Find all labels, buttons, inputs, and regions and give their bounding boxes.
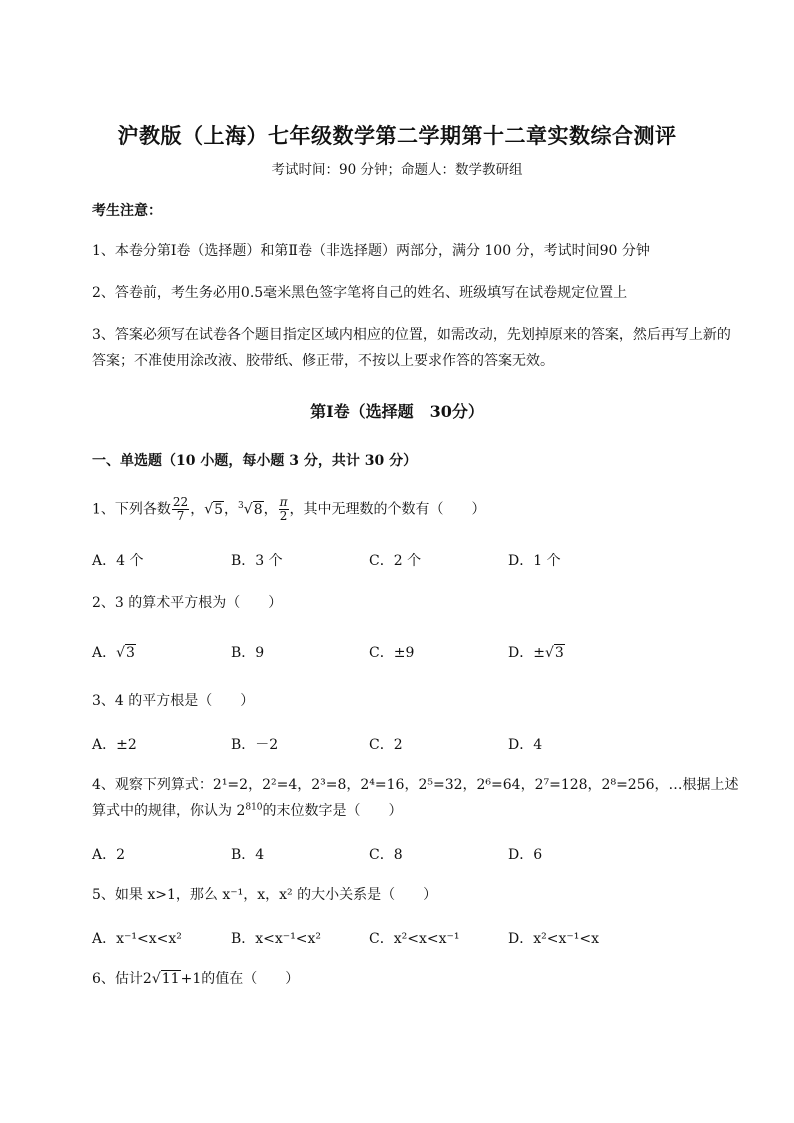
question-2-stem: 2、3 的算术平方根为（ ） <box>92 595 283 611</box>
option-b: B．x<x⁻¹<x² <box>231 931 322 947</box>
question-4-options <box>92 844 692 866</box>
exponent-810: 810 <box>245 802 263 813</box>
option-d: D．±√3 <box>508 645 564 661</box>
option-a: A．x⁻¹<x<x² <box>92 931 182 947</box>
option-d: D．4 <box>508 737 543 753</box>
option-d: D．1 个 <box>508 553 561 569</box>
option-c: C．8 <box>369 847 403 863</box>
option-c: C．2 <box>369 737 403 753</box>
question-2-options <box>92 642 692 664</box>
option-c: C．±9 <box>369 645 415 661</box>
exam-subtitle: 考试时间：90 分钟；命题人：数学教研组 <box>271 162 523 178</box>
q1-suffix: ，其中无理数的个数有（ ） <box>289 501 486 518</box>
option-a: A．4 个 <box>92 553 144 569</box>
notice-heading: 考生注意： <box>92 203 162 219</box>
notice-item-2: 2、答卷前，考生务必用0.5毫米黑色签字笔将自己的姓名、班级填写在试卷规定位置上 <box>92 285 628 301</box>
root-index-3: 3 <box>238 500 244 511</box>
radicand-11: 11 <box>161 971 180 987</box>
part-heading: 一、单选题（10 小题，每小题 3 分，共计 30 分） <box>92 453 418 469</box>
question-4-stem-line2: 算式中的规律，你认为 $2^{810}$的末位数字是（ ） <box>92 802 403 819</box>
option-b: B．3 个 <box>231 553 283 569</box>
option-b: B．4 <box>231 847 265 863</box>
q1-prefix: 1、下列各数 <box>92 501 171 518</box>
question-5-stem: 5、如果 x>1，那么 x⁻¹，x，x² 的大小关系是（ ） <box>92 887 438 903</box>
fraction-22-7: $\frac{22}{7}$ <box>172 495 189 523</box>
fraction-pi-2: $\frac{\pi}{2}$ <box>279 495 288 523</box>
option-d: D．6 <box>508 847 543 863</box>
notice-item-3: 3、答案必须写在试卷各个题目指定区域内相应的位置，如需改动，先划掉原来的答案，然后再写上新的答案；不准使用涂改液、胶带纸、修正带，不按以上要求作答的答案无效。 <box>92 327 731 369</box>
option-b: B．－2 <box>231 737 279 753</box>
question-6-stem: 6、估计2√11+1的值在（ ） <box>92 971 300 987</box>
question-5-options <box>92 928 692 950</box>
question-4-stem-line1: 4、观察下列算式：2¹=2，2²=4，2³=8，2⁴=16，2⁵=32，2⁶=64，2⁷=128，2⁸=256，…根据上述 <box>92 777 739 793</box>
exam-title: 沪教版（上海）七年级数学第二学期第十二章实数综合测评 <box>117 123 677 148</box>
option-c: C．2 个 <box>369 553 422 569</box>
option-c: C．x²<x<x⁻¹ <box>369 931 460 947</box>
notice-item-1: 1、本卷分第Ⅰ卷（选择题）和第Ⅱ卷（非选择题）两部分，满分 100 分，考试时间90 分钟 <box>92 243 650 259</box>
radicand-5: 5 <box>214 501 224 518</box>
question-3-options <box>92 734 692 756</box>
question-1-options <box>92 550 692 572</box>
option-b: B．9 <box>231 645 265 661</box>
option-d: D．x²<x⁻¹<x <box>508 931 599 947</box>
question-3-stem: 3、4 的平方根是（ ） <box>92 693 255 709</box>
question-1-stem: 1、下列各数 $\frac{22}{7}$ ，√5，$^3$√8， $\frac{\pi}{2}$ ，其中无理数的个数有（ ） <box>92 495 486 523</box>
option-a: A．±2 <box>92 737 137 753</box>
option-a: A．2 <box>92 847 126 863</box>
section-title: 第Ⅰ卷（选择题 30分） <box>310 402 484 421</box>
radicand-8: 8 <box>253 501 263 518</box>
option-a: A．√3 <box>92 645 135 661</box>
